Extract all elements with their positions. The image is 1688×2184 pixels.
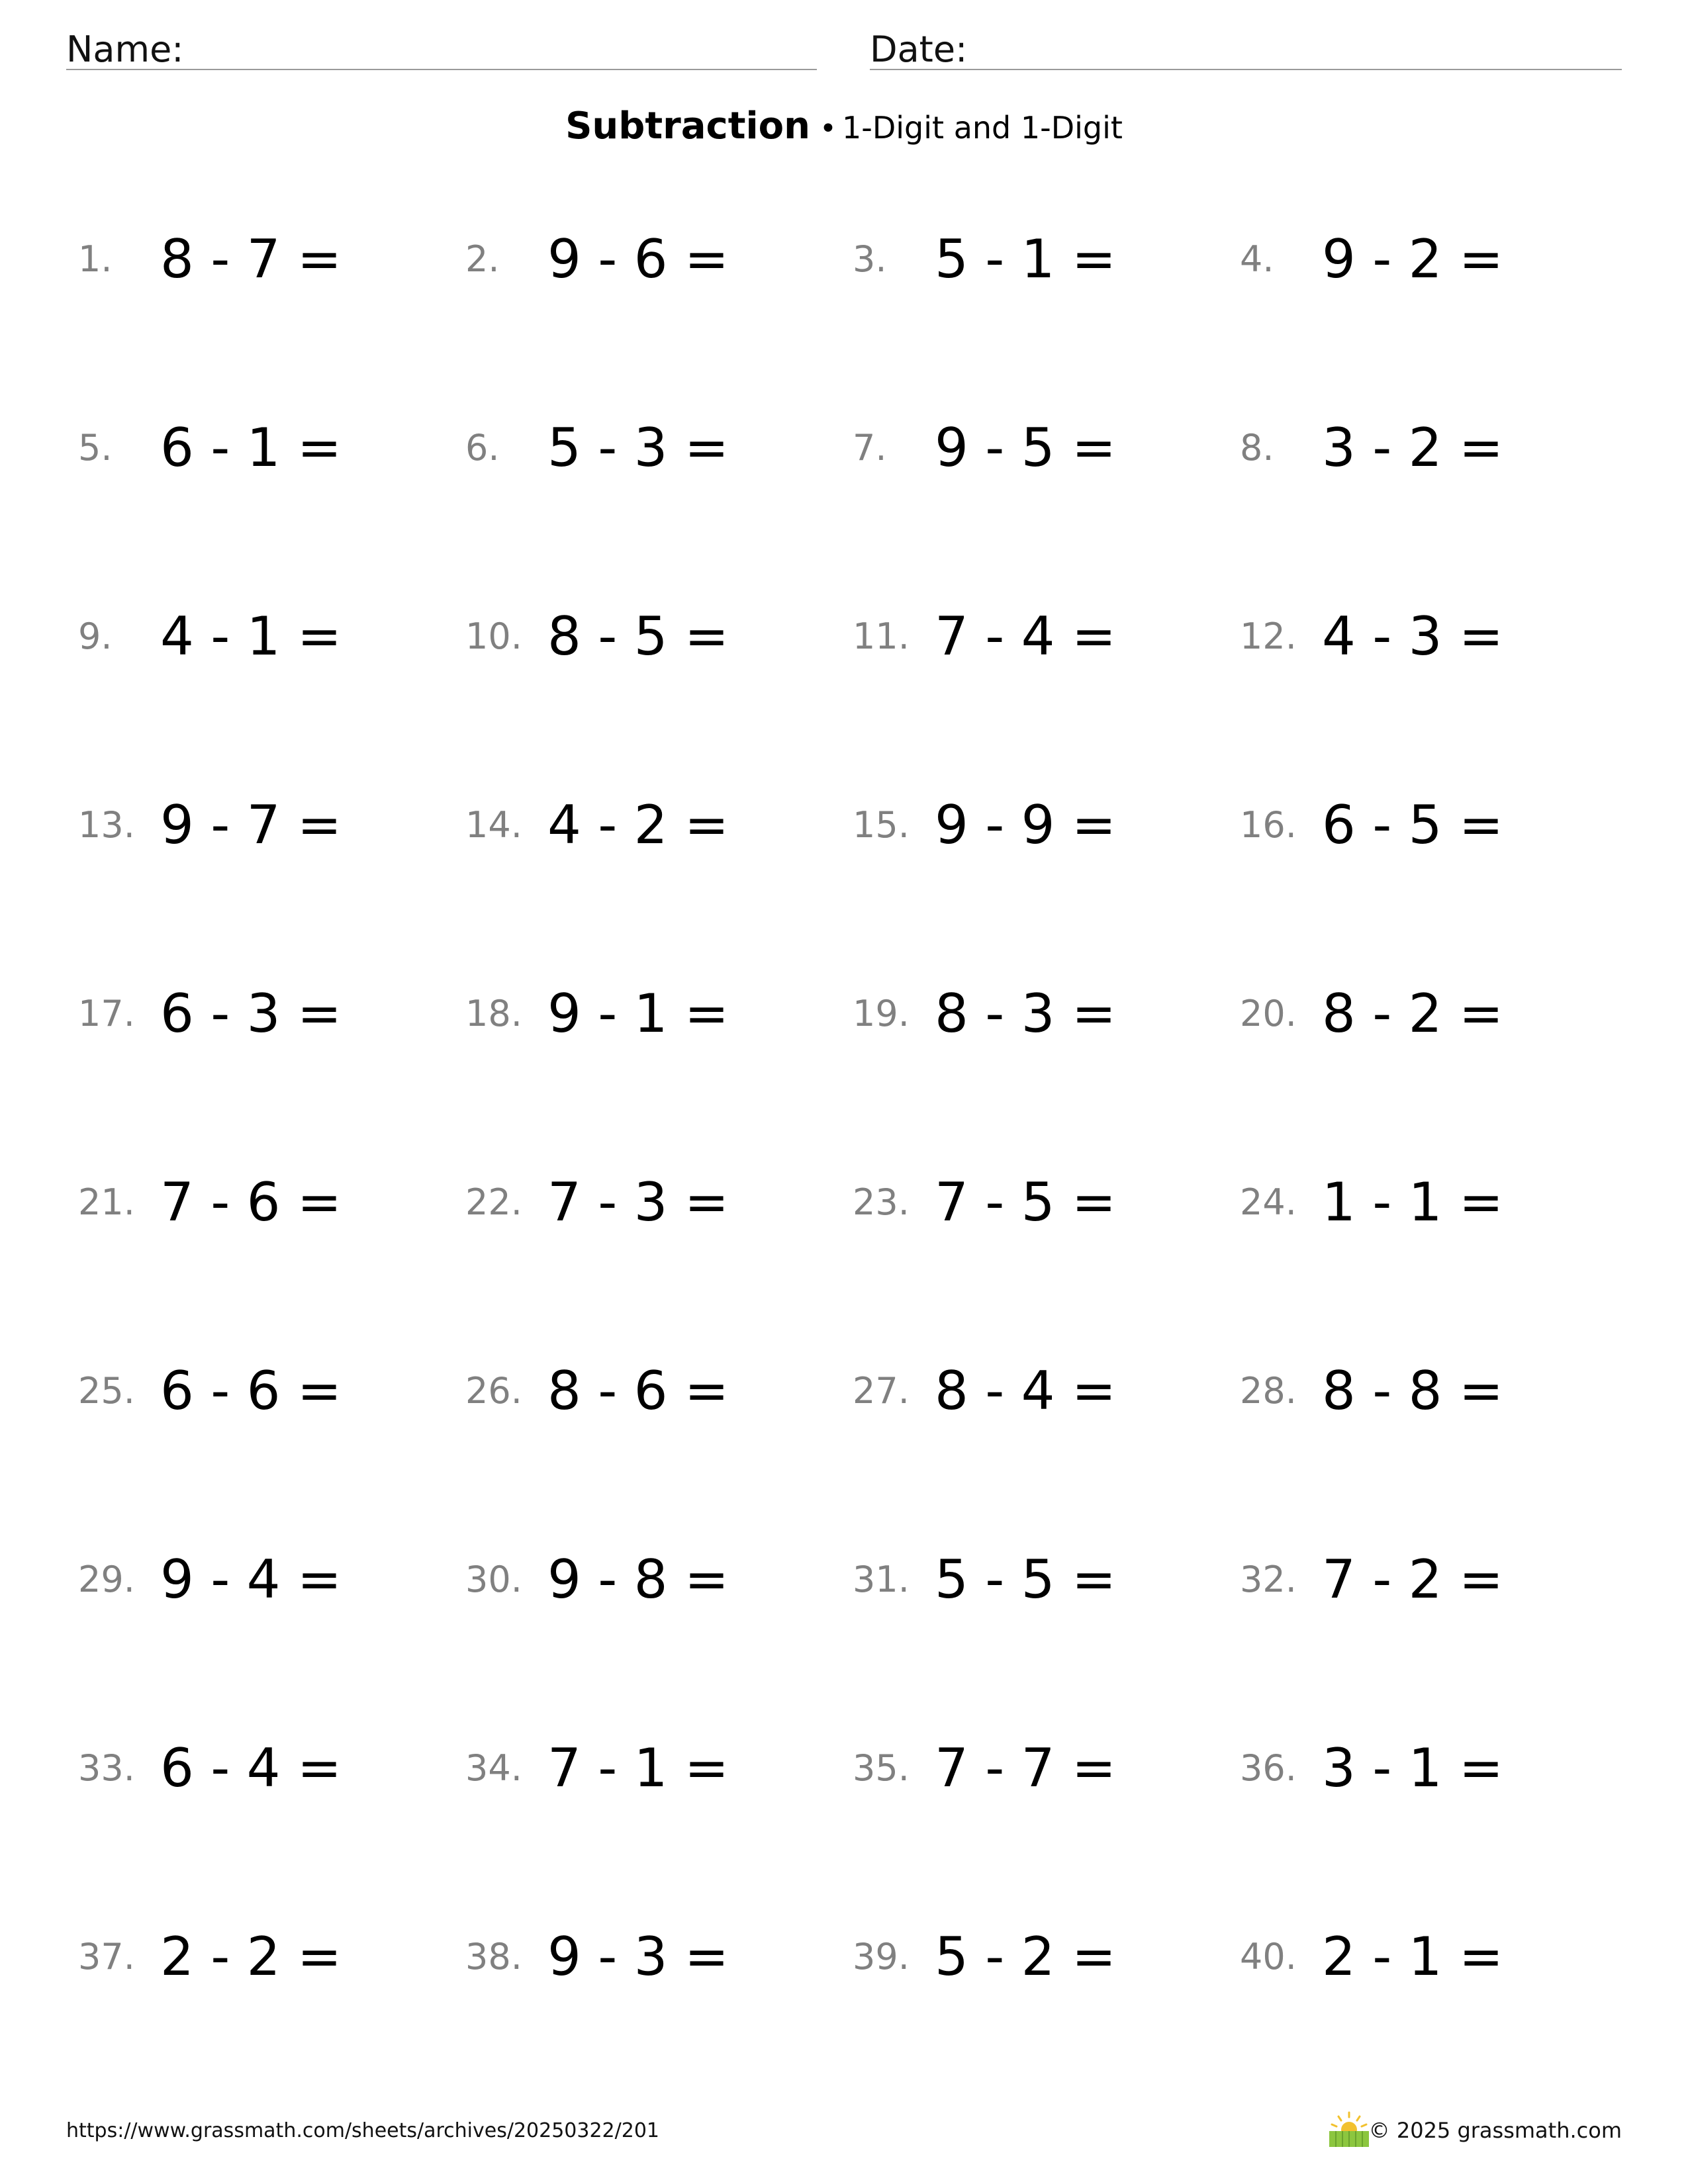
problem-item (78, 228, 465, 422)
problem-number: 7. (853, 427, 887, 469)
problem-number: 35. (853, 1747, 910, 1789)
problem-item (465, 983, 853, 1176)
problem-item (465, 1737, 853, 1931)
problem-expression: 4 - 1 = (160, 606, 342, 667)
problem-expression: 7 - 6 = (160, 1171, 342, 1233)
problem-number: 15. (853, 804, 910, 846)
problem-expression: 8 - 5 = (547, 606, 729, 667)
footer-url[interactable]: https://www.grassmath.com/sheets/archives/20250322/201 (66, 2119, 660, 2142)
problem-expression: 8 - 2 = (1322, 983, 1503, 1044)
problem-expression: 7 - 7 = (935, 1737, 1116, 1799)
problem-item (465, 228, 853, 422)
problem-item (465, 794, 853, 987)
problem-number: 4. (1240, 238, 1274, 280)
problem-expression: 9 - 1 = (547, 983, 729, 1044)
problem-number: 14. (465, 804, 522, 846)
worksheet-title (0, 105, 1688, 148)
problem-number: 22. (465, 1181, 522, 1223)
problem-item (1240, 1360, 1627, 1553)
problem-item (78, 1737, 465, 1931)
problem-expression: 3 - 2 = (1322, 417, 1503, 478)
problem-number: 18. (465, 993, 522, 1034)
problem-item (853, 1926, 1240, 2119)
sun-over-grass-icon (1328, 2111, 1370, 2148)
problem-item (465, 1171, 853, 1365)
problem-number: 12. (1240, 615, 1297, 657)
problem-number: 8. (1240, 427, 1274, 469)
problem-number: 21. (78, 1181, 135, 1223)
problem-expression: 2 - 1 = (1322, 1926, 1503, 1987)
problem-item (465, 1360, 853, 1553)
date-field[interactable] (870, 19, 1622, 70)
problem-expression: 9 - 2 = (1322, 228, 1503, 290)
problem-number: 10. (465, 615, 522, 657)
problem-item (1240, 1171, 1627, 1365)
problem-expression: 6 - 3 = (160, 983, 342, 1044)
problem-expression: 6 - 5 = (1322, 794, 1503, 856)
footer-copyright: © 2025 grassmath.com (1368, 2118, 1622, 2143)
problem-number: 26. (465, 1370, 522, 1412)
problem-number: 36. (1240, 1747, 1297, 1789)
problem-number: 11. (853, 615, 910, 657)
problem-number: 20. (1240, 993, 1297, 1034)
title-bullet: • (820, 112, 837, 146)
problem-number: 29. (78, 1559, 135, 1600)
problem-grid (78, 228, 1627, 2119)
problem-item (1240, 1926, 1627, 2119)
problem-item (78, 794, 465, 987)
problem-number: 33. (78, 1747, 135, 1789)
problem-number: 24. (1240, 1181, 1297, 1223)
problem-expression: 7 - 1 = (547, 1737, 729, 1799)
problem-item (78, 417, 465, 610)
problem-item (78, 1171, 465, 1365)
problem-item (465, 1926, 853, 2119)
problem-item (853, 983, 1240, 1176)
name-field[interactable] (66, 19, 817, 70)
problem-item (853, 1737, 1240, 1931)
problem-expression: 9 - 5 = (935, 417, 1116, 478)
problem-number: 38. (465, 1936, 522, 1978)
problem-expression: 4 - 3 = (1322, 606, 1503, 667)
problem-number: 23. (853, 1181, 910, 1223)
problem-number: 9. (78, 615, 113, 657)
problem-expression: 6 - 1 = (160, 417, 342, 478)
problem-expression: 7 - 2 = (1322, 1549, 1503, 1610)
name-label: Name: (66, 28, 184, 70)
problem-number: 2. (465, 238, 500, 280)
problem-item (1240, 1737, 1627, 1931)
problem-item (465, 417, 853, 610)
problem-item (1240, 983, 1627, 1176)
problem-expression: 3 - 1 = (1322, 1737, 1503, 1799)
problem-expression: 5 - 5 = (935, 1549, 1116, 1610)
problem-expression: 2 - 2 = (160, 1926, 342, 1987)
problem-expression: 5 - 1 = (935, 228, 1116, 290)
problem-expression: 6 - 6 = (160, 1360, 342, 1422)
problem-number: 19. (853, 993, 910, 1034)
problem-expression: 9 - 8 = (547, 1549, 729, 1610)
problem-number: 16. (1240, 804, 1297, 846)
problem-item (853, 417, 1240, 610)
problem-expression: 9 - 6 = (547, 228, 729, 290)
problem-number: 32. (1240, 1559, 1297, 1600)
problem-item (1240, 417, 1627, 610)
problem-number: 13. (78, 804, 135, 846)
problem-number: 1. (78, 238, 113, 280)
problem-expression: 8 - 8 = (1322, 1360, 1503, 1422)
title-main: Subtraction (565, 105, 811, 148)
problem-number: 5. (78, 427, 113, 469)
problem-number: 39. (853, 1936, 910, 1978)
problem-item (1240, 794, 1627, 987)
problem-expression: 9 - 4 = (160, 1549, 342, 1610)
problem-number: 6. (465, 427, 500, 469)
problem-item (78, 983, 465, 1176)
problem-item (78, 606, 465, 799)
problem-number: 34. (465, 1747, 522, 1789)
problem-expression: 7 - 4 = (935, 606, 1116, 667)
problem-expression: 9 - 3 = (547, 1926, 729, 1987)
problem-number: 17. (78, 993, 135, 1034)
problem-expression: 9 - 9 = (935, 794, 1116, 856)
problem-expression: 5 - 3 = (547, 417, 729, 478)
problem-item (465, 1549, 853, 1742)
problem-number: 27. (853, 1370, 910, 1412)
problem-number: 28. (1240, 1370, 1297, 1412)
problem-item (853, 1360, 1240, 1553)
problem-expression: 5 - 2 = (935, 1926, 1116, 1987)
problem-expression: 7 - 5 = (935, 1171, 1116, 1233)
problem-item (78, 1360, 465, 1553)
problem-number: 40. (1240, 1936, 1297, 1978)
date-label: Date: (870, 28, 968, 70)
problem-item (853, 228, 1240, 422)
problem-expression: 1 - 1 = (1322, 1171, 1503, 1233)
problem-number: 31. (853, 1559, 910, 1600)
problem-item (465, 606, 853, 799)
problem-expression: 6 - 4 = (160, 1737, 342, 1799)
problem-item (853, 1549, 1240, 1742)
problem-item (1240, 606, 1627, 799)
problem-number: 25. (78, 1370, 135, 1412)
problem-expression: 9 - 7 = (160, 794, 342, 856)
problem-expression: 7 - 3 = (547, 1171, 729, 1233)
problem-expression: 8 - 6 = (547, 1360, 729, 1422)
problem-item (853, 1171, 1240, 1365)
problem-number: 37. (78, 1936, 135, 1978)
problem-number: 3. (853, 238, 887, 280)
problem-item (78, 1549, 465, 1742)
title-subtitle: 1-Digit and 1-Digit (841, 110, 1123, 146)
problem-item (853, 794, 1240, 987)
problem-expression: 8 - 4 = (935, 1360, 1116, 1422)
problem-expression: 8 - 7 = (160, 228, 342, 290)
problem-expression: 8 - 3 = (935, 983, 1116, 1044)
problem-item (78, 1926, 465, 2119)
problem-item (853, 606, 1240, 799)
problem-expression: 4 - 2 = (547, 794, 729, 856)
problem-number: 30. (465, 1559, 522, 1600)
problem-item (1240, 228, 1627, 422)
problem-item (1240, 1549, 1627, 1742)
